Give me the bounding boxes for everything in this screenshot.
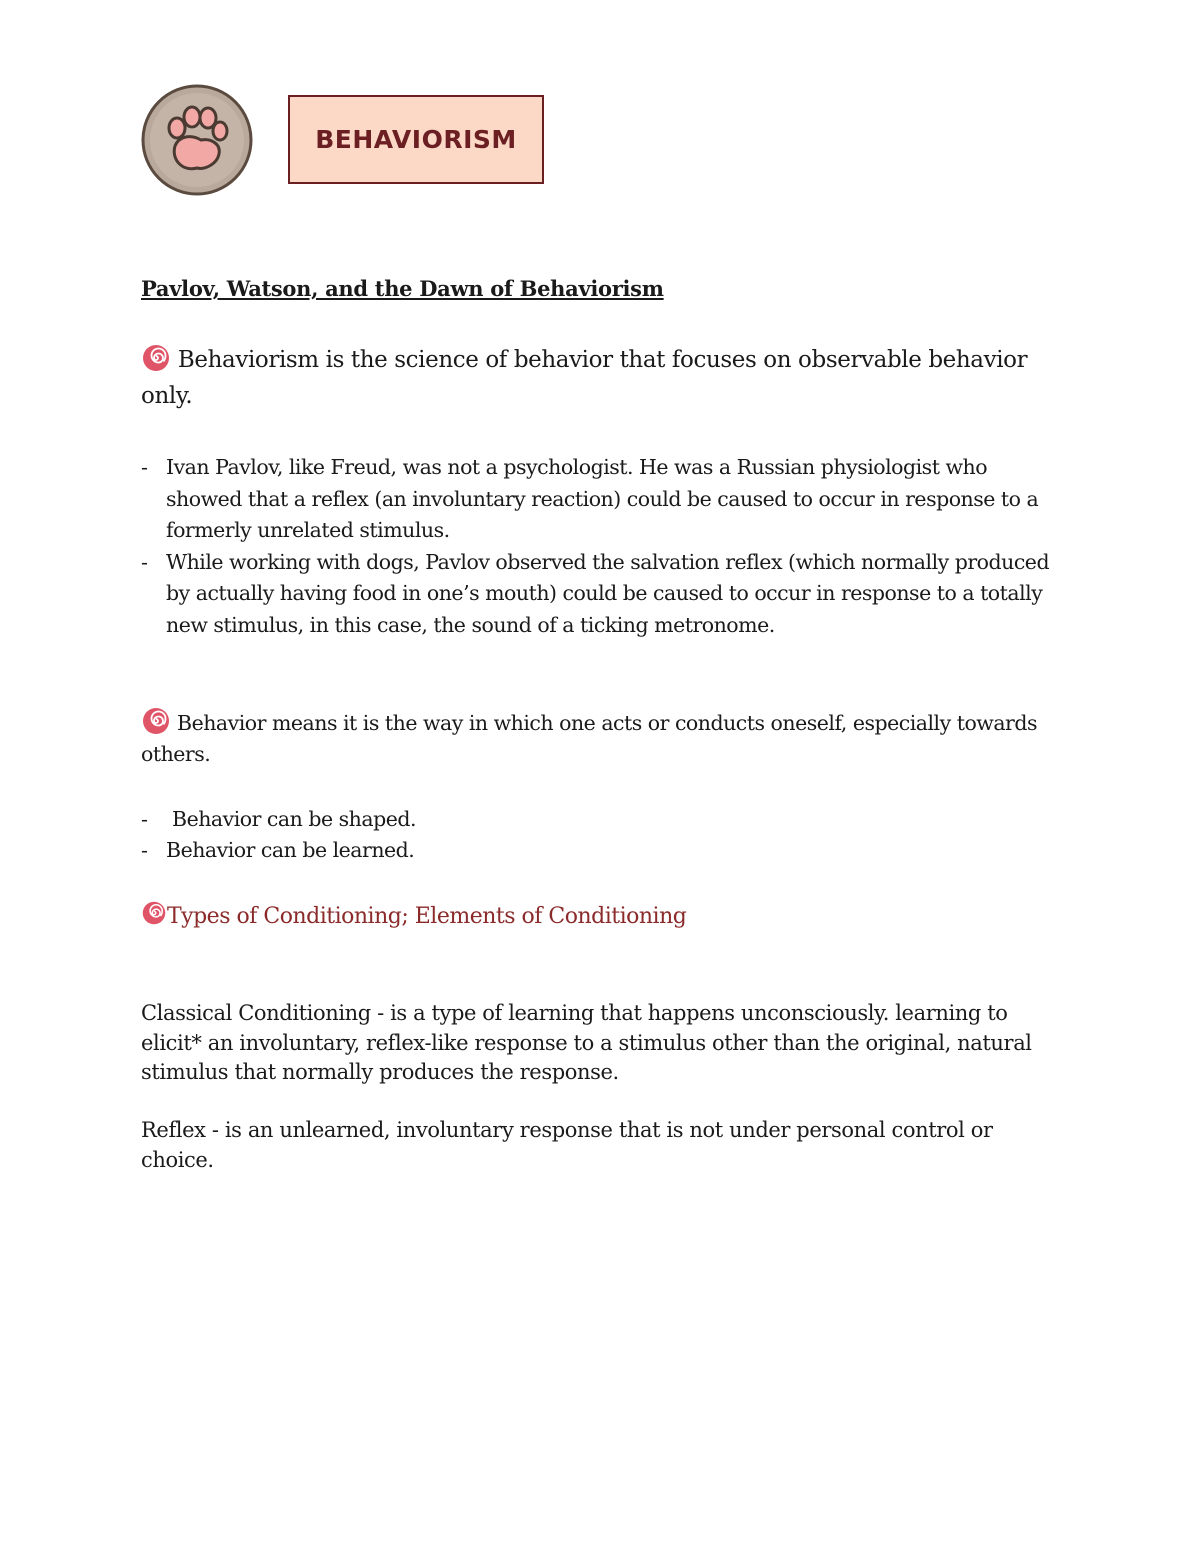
list-item-text: While working with dogs, Pavlov observed the salvation reflex (which normally produced by actually having food in one’s mouth) could be caused to occur in response to a totally new stimulus, in this case, the sound of a ticking metronome. [166,549,1050,637]
list-dash: - [141,838,148,862]
page-title: BEHAVIORISM [315,125,517,154]
section-heading: Pavlov, Watson, and the Dawn of Behaviorism [141,276,664,301]
list-item [141,835,1061,866]
list-item-text: Behavior can be learned. [166,838,415,862]
swirl-icon [141,706,171,736]
list-dash: - [141,455,148,479]
list-dash: - [141,807,148,831]
title-banner [288,95,544,184]
paw-icon [141,84,253,196]
list-item-text: Ivan Pavlov, like Freud, was not a psychologist. He was a Russian physiologist who showed that a reflex (an involuntary reaction) could be caused to occur in response to a formerly unrelated stimulus. [166,455,1039,542]
list-dash: - [141,549,148,574]
pavlov-list [141,452,1061,641]
swirl-icon [141,900,167,926]
classical-conditioning-definition: Classical Conditioning - is a type of learning that happens unconsciously. learning to elicit* an involuntary, reflex-like response to a stimulus other than the original, natural stimulus that normally produces the response. [141,1001,1032,1084]
swirl-icon [141,343,171,373]
list-item [141,452,1061,547]
behavior-paragraph [141,706,1041,770]
behavior-text: Behavior means it is the way in which one acts or conducts oneself, especially towards others. [141,711,1038,766]
types-heading [141,900,686,929]
intro-paragraph [141,342,1041,414]
reflex-definition: Reflex - is an unlearned, involuntary response that is not under personal control or choice. [141,1118,993,1172]
intro-text: Behaviorism is the science of behavior that focuses on observable behavior only. [141,347,1028,409]
list-item [141,804,1061,835]
list-item [141,547,1061,642]
behavior-list [141,804,1061,866]
list-item-text: Behavior can be shaped. [166,807,416,831]
types-heading-text: Types of Conditioning; Elements of Conditioning [167,904,687,929]
